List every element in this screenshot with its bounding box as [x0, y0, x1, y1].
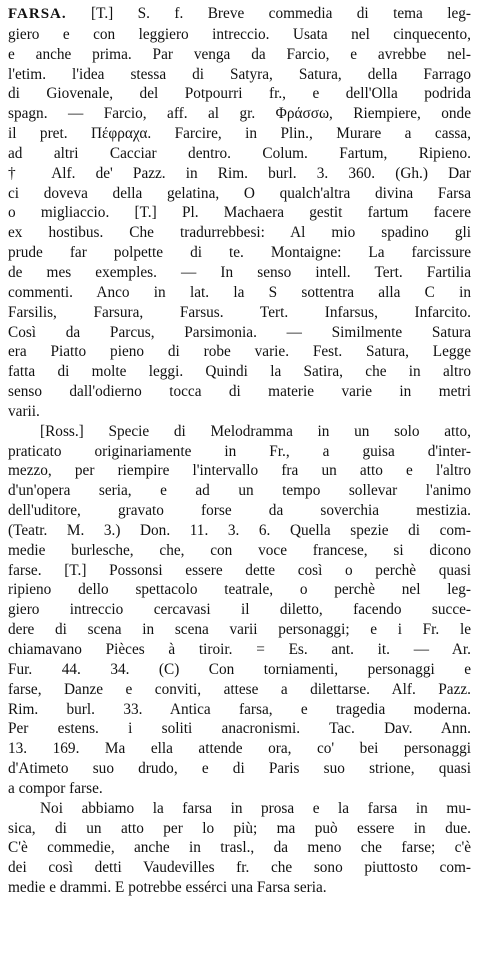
- text-line: giero e con leggiero intreccio. Usata nel cinquecento,: [8, 25, 471, 43]
- text-line: d'Atimeto suo drudo, e di Paris suo strione, quasi: [8, 760, 471, 778]
- text-line: Farsilis, Farsura, Farsus. Tert. Infarsus, Infarcito.: [8, 303, 471, 321]
- text-line: dell'uditore, gravato forse da soverchia mestizia.: [8, 502, 471, 520]
- text-line: d'un'opera seria, e ad un tempo sollevar l'animo: [8, 482, 471, 500]
- text-line: spagn. — Farcio, aff. al gr. Φράσσω, Riempiere, onde: [8, 105, 471, 123]
- text-line: ad altri Cacciar dentro. Colum. Fartum, Ripieno.: [8, 144, 471, 162]
- text-line: Fur. 44. 34. (C) Con torniamenti, personaggi e: [8, 660, 471, 678]
- text-line: l'etim. l'idea stessa di Satyra, Satura, della Farrago: [8, 65, 471, 83]
- entry-farsa-theatre-sense: [8, 422, 471, 799]
- text-line: Per estens. i soliti anacronismi. Tac. Dav. Ann.: [8, 720, 471, 738]
- text-line: medie burlesche, che, con voce francese, si dicono: [8, 541, 471, 559]
- text-line: (Teatr. M. 3.) Don. 11. 3. 6. Quella spezie di com-: [8, 521, 471, 539]
- text-line: dei così detti Vaudevilles fr. che sono piuttosto com-: [8, 859, 471, 877]
- text-line: e anche prima. Par venga da Farcio, e avrebbe nel-: [8, 45, 471, 63]
- text-line: † Alf. de' Pazz. in Rim. burl. 3. 360. (Gh.) Dar: [8, 164, 471, 182]
- text-line: o migliaccio. [T.] Pl. Machaera gestit fartum facere: [8, 204, 471, 222]
- text-line: senso dall'odierno tocca di materie varie in metri: [8, 383, 471, 401]
- text-line: ci doveva della gelatina, O qualch'altra divina Farsa: [8, 184, 471, 202]
- text-line: era Piatto pieno di robe varie. Fest. Satura, Legge: [8, 343, 471, 361]
- entry-farsa-closing-note: [8, 799, 471, 898]
- text-line: sica, di un atto per lo più; ma può essere in due.: [8, 819, 471, 837]
- text-line: farse, Danze e conviti, attese a dilettarse. Alf. Pazz.: [8, 680, 471, 698]
- text-line: de mes exemples. — In senso intell. Tert. Fartilia: [8, 263, 471, 281]
- text-line: medie e drammi. E potrebbe essérci una Farsa seria.: [8, 879, 327, 897]
- entry-farsa-etymology: [8, 4, 471, 422]
- text-line: il pret. Πέφραχα. Farcire, in Plin., Murare a cassa,: [8, 125, 471, 143]
- text-line: fatta di molte leggi. Quindi la Satira, che in altro: [8, 363, 471, 381]
- text-line: a compor farse.: [8, 779, 103, 797]
- text-line: farse. [T.] Possonsi essere dette così o perchè quasi: [8, 561, 471, 579]
- text-line: [Ross.] Specie di Melodramma in un solo atto,: [40, 422, 471, 440]
- text-line: chiamavano Pièces à tiroir. = Es. ant. it. — Ar.: [8, 641, 471, 658]
- text-line: 13. 169. Ma ella attende ora, co' bei personaggi: [8, 740, 471, 758]
- text-line: ex hostibus. Che tradurrebbesi: Al mio spadino gli: [8, 224, 471, 242]
- text-line: giero intreccio cercavasi il diletto, facendo succe-: [8, 601, 471, 619]
- text-line: dere di scena in scena varii personaggi; e i Fr. le: [8, 621, 471, 639]
- text-line: prude far polpette di te. Montaigne: La farcissure: [8, 244, 471, 262]
- text-line: praticato originariamente in Fr., a guisa d'inter-: [8, 442, 471, 460]
- text-line: di Giovenale, del Potpourri fr., e dell'Olla podrida: [8, 85, 471, 103]
- text-line: FARSA. [T.] S. f. Breve commedia di tema leg-: [8, 5, 471, 22]
- headword: FARSA.: [8, 6, 67, 22]
- text-line: commenti. Anco in lat. la S sottentra alla C in: [8, 283, 471, 301]
- text-line: C'è commedie, anche in trasl., da meno che farse; c'è: [8, 839, 471, 857]
- text-line: varii.: [8, 402, 40, 420]
- text-line: mezzo, per riempire l'intervallo fra un atto e l'altro: [8, 462, 471, 480]
- text-line: ripieno dello spettacolo teatrale, o perchè nel leg-: [8, 581, 471, 599]
- text-line: Così da Parcus, Parsimonia. — Similmente Satura: [8, 323, 471, 341]
- text-line: Noi abbiamo la farsa in prosa e la farsa in mu-: [40, 799, 471, 817]
- text-line: Rim. burl. 33. Antica farsa, e tragedia moderna.: [8, 700, 471, 718]
